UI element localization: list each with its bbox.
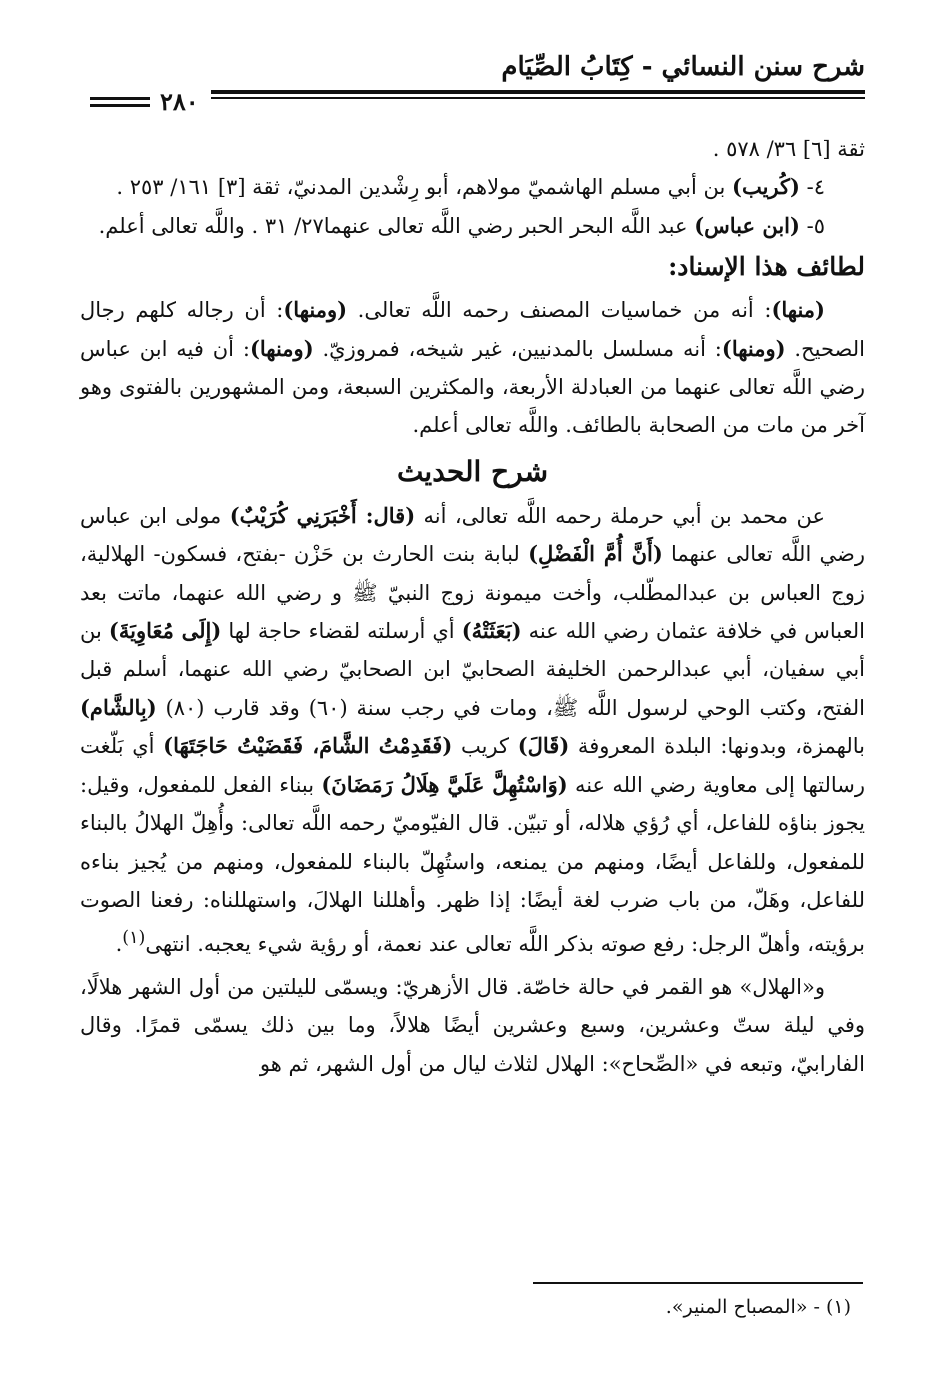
point-keyword: (ومنها) — [249, 335, 314, 361]
narrator-number: ٤- — [799, 175, 825, 200]
hadith-quote: (بَعَثَتْهُ) — [461, 618, 522, 644]
narrator-description: بن أبي مسلم الهاشميّ مولاهم، أبو رِشْدين المدنيّ، ثقة [٣] ١٦١/ ٢٥٣ . — [116, 175, 733, 200]
commentary-paragraph-2: و«الهلال» هو القمر في حالة خاصّة. قال الأزهريّ: ويسمّى لليلتين من أول الشهر هلالًا، وفي ليلة ستّ وعشرين، وسبع وعشرين أيضًا هلالاً، وما بين ذلك يسمّى قمرًا. وقال الفارابيّ، وتبعه في «الصِّحاح»: الهلال لثلاث ليال من أول الشهر، ثم هو — [80, 974, 865, 1076]
section-heading-sharh: شرح الحديث — [396, 454, 549, 488]
point-text: : أن فيه ابن عباس رضي اللَّه تعالى عنهما من العبادلة الأربعة، والمكثرين السبعة، ومن المشهورين بالفتوى وهو آخر من مات من الصحابة بالطائف. واللَّه تعالى أعلم. — [80, 336, 865, 438]
hadith-quote: (وَاسْتُهِلَّ عَلَيَّ هِلَالُ رَمَضَانَ) — [321, 771, 568, 797]
narrator-description: عبد اللَّه البحر الحبر رضي اللَّه تعالى عنهما٢٧/ ٣١ . واللَّه تعالى أعلم. — [98, 213, 695, 238]
commentary-text: كريب — [452, 734, 518, 759]
hadith-quote: (بِالشَّام) — [80, 694, 157, 720]
narrator-5 — [80, 207, 865, 245]
footnote: (١) - «المصباح المنير». — [665, 1296, 851, 1318]
hadith-quote: (أَنَّ أُمَّ الْفَضْلِ) — [528, 541, 663, 567]
hadith-quote: (فَقَدِمْتُ الشَّامَ، فَقَضَيْتُ حَاجَتَهَا) — [163, 733, 453, 759]
hadith-quote: (قال: أَخْبَرَنِي كُرَيْبٌ) — [229, 502, 416, 528]
commentary-text: بالهمزة، وبدونها: البلدة المعروفة — [569, 734, 866, 759]
point-text: : أنه من خماسيات المصنف رحمه اللَّه تعالى. — [347, 298, 772, 323]
commentary-text: بن أبي سفيان، أبي عبدالرحمن الخليفة الصحابيّ ابن الصحابيّ رضي الله عنهما، أسلم قبل الفتح، وكتب الوحي لرسول اللَّه ﷺ، ومات في رجب سنة (٦٠) وقد قارب (٨٠) — [80, 619, 865, 720]
page-number-block — [82, 87, 211, 116]
lataif-paragraph — [80, 291, 865, 445]
commentary-text: أي بَلّغت رسالتها إلى معاوية رضي الله عنه — [80, 734, 865, 797]
footnote-reference[interactable]: (١) — [122, 928, 146, 949]
point-keyword: (ومنها) — [283, 297, 348, 323]
point-text: : أن رجاله كلهم رجال الصحيح. — [80, 298, 865, 361]
header-title: شرح سنن النسائي - كِتَابُ الصِّيَام — [501, 52, 865, 82]
narrator-name: (ابن عباس) — [694, 212, 800, 238]
commentary-text: ببناء الفعل للمفعول، وقيل: يجوز بناؤه للفاعل، أي رُؤي هلاله، أو تبيّن. قال الفيّوميّ رحمه اللَّه تعالى: وأُهِلّ الهلالُ بالبناء للمفعول، وللفاعل أيضًا، ومنهم من يمنعه، واستُهِلّ بالبناء للمفعول، ومنهم من يُجيز بناءه للفاعل، وهَلّ، من باب ضرب لغة أيضًا: إذا ظهر. وأهللنا الهلالَ، واستهللناه: رفعنا الصوت برؤيته، وأهلّ الرجل: رفع صوته بذكر اللَّه تعالى عند نعمة، أو رؤية شيء يعجبه. انتهى — [80, 772, 865, 957]
running-header — [82, 52, 865, 116]
commentary-paragraph-1 — [80, 497, 865, 964]
page-number: ٢٨٠ — [160, 87, 199, 116]
hadith-quote: (قَالَ) — [517, 733, 570, 759]
point-keyword: (ومنها) — [721, 335, 786, 361]
narrator-3-tail: ثقة [٦] ٣٦/ ٥٧٨ . — [712, 137, 865, 161]
section-heading-lataif: لطائف هذا الإسناد: — [668, 252, 865, 282]
point-text: : أنه مسلسل بالمدنيين، غير شيخه، فمروزيّ. — [313, 336, 722, 361]
page-number-rules — [90, 97, 150, 107]
commentary-text: . — [115, 932, 123, 957]
point-keyword: (منها) — [771, 297, 825, 323]
hadith-quote: (إِلَى مُعَاوِيَةَ) — [108, 618, 222, 644]
main-text — [80, 130, 865, 1083]
commentary-text: عن محمد بن أبي حرملة رحمه اللَّه تعالى، أنه — [415, 503, 825, 528]
narrator-name: (كُريب) — [732, 174, 800, 200]
commentary-text: لبابة بنت الحارث بن حَزْن -بفتح، فسكون- الهلالية، زوج العباس بن عبدالمطّلب، وأخت ميمونة زوج النبيّ ﷺ و رضي الله عنهما، ماتت بعد العباس في خلافة عثمان رضي الله عنه — [80, 542, 865, 644]
commentary-text: مولى ابن عباس رضي اللَّه تعالى عنهما — [80, 503, 866, 567]
narrator-number: ٥- — [799, 213, 825, 238]
commentary-text: أي أرسلته لقضاء حاجة لها — [221, 619, 462, 644]
footnote-separator — [533, 1282, 863, 1284]
narrator-4 — [80, 168, 865, 206]
